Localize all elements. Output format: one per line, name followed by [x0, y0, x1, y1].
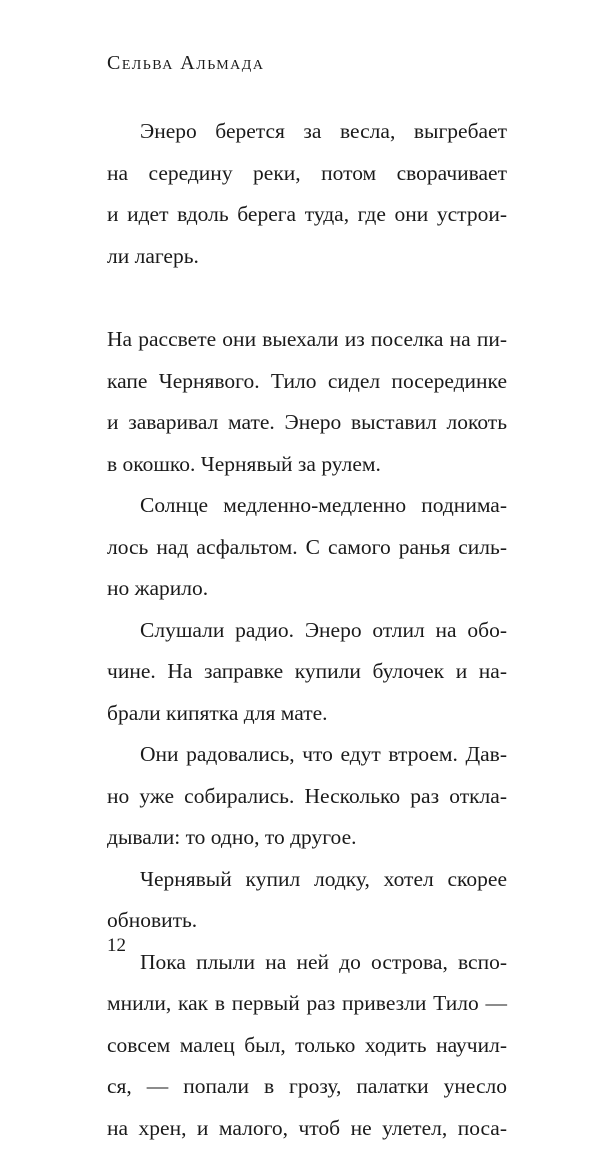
text-line: дывали: то одно, то другое.	[107, 817, 507, 859]
text-line: чине. На заправке купили булочек и на-	[107, 651, 507, 693]
text-line: но уже собирались. Несколько раз откла-	[107, 776, 507, 818]
text-line: ся, — попали в грозу, палатки унесло	[107, 1066, 507, 1108]
text-line: лось над асфальтом. С самого ранья силь-	[107, 527, 507, 569]
text-line: в окошко. Чернявый за рулем.	[107, 444, 507, 486]
page-number: 12	[107, 935, 126, 957]
text-line: совсем малец был, только ходить научил-	[107, 1025, 507, 1067]
text-line: капе Чернявого. Тило сидел посерединке	[107, 361, 507, 403]
text-line: и идет вдоль берега туда, где они устрои-	[107, 194, 507, 236]
text-line: обновить.	[107, 900, 507, 942]
text-line: Они радовались, что едут втроем. Дав-	[107, 734, 507, 776]
text-line: Пока плыли на ней до острова, вспо-	[107, 942, 507, 984]
text-line: Чернявый купил лодку, хотел скорее	[107, 859, 507, 901]
paragraph-opening	[107, 111, 507, 277]
text-line: но жарило.	[107, 568, 507, 610]
text-line: ли лагерь.	[107, 236, 507, 278]
text-line: на хрен, и малого, чтоб не улетел, поса-	[107, 1108, 507, 1149]
text-line: мнили, как в первый раз привезли Тило —	[107, 983, 507, 1025]
text-line: на середину реки, потом сворачивает	[107, 153, 507, 195]
running-header-author: Сельва Альмада	[107, 52, 264, 75]
text-body	[107, 319, 507, 1149]
text-line: На рассвете они выехали из поселка на пи-	[107, 319, 507, 361]
text-line: Солнце медленно-медленно поднима-	[107, 485, 507, 527]
text-line: брали кипятка для мате.	[107, 693, 507, 735]
text-line: Слушали радио. Энеро отлил на обо-	[107, 610, 507, 652]
text-line: и заваривал мате. Энеро выставил локоть	[107, 402, 507, 444]
text-line: Энеро берется за весла, выгребает	[107, 111, 507, 153]
